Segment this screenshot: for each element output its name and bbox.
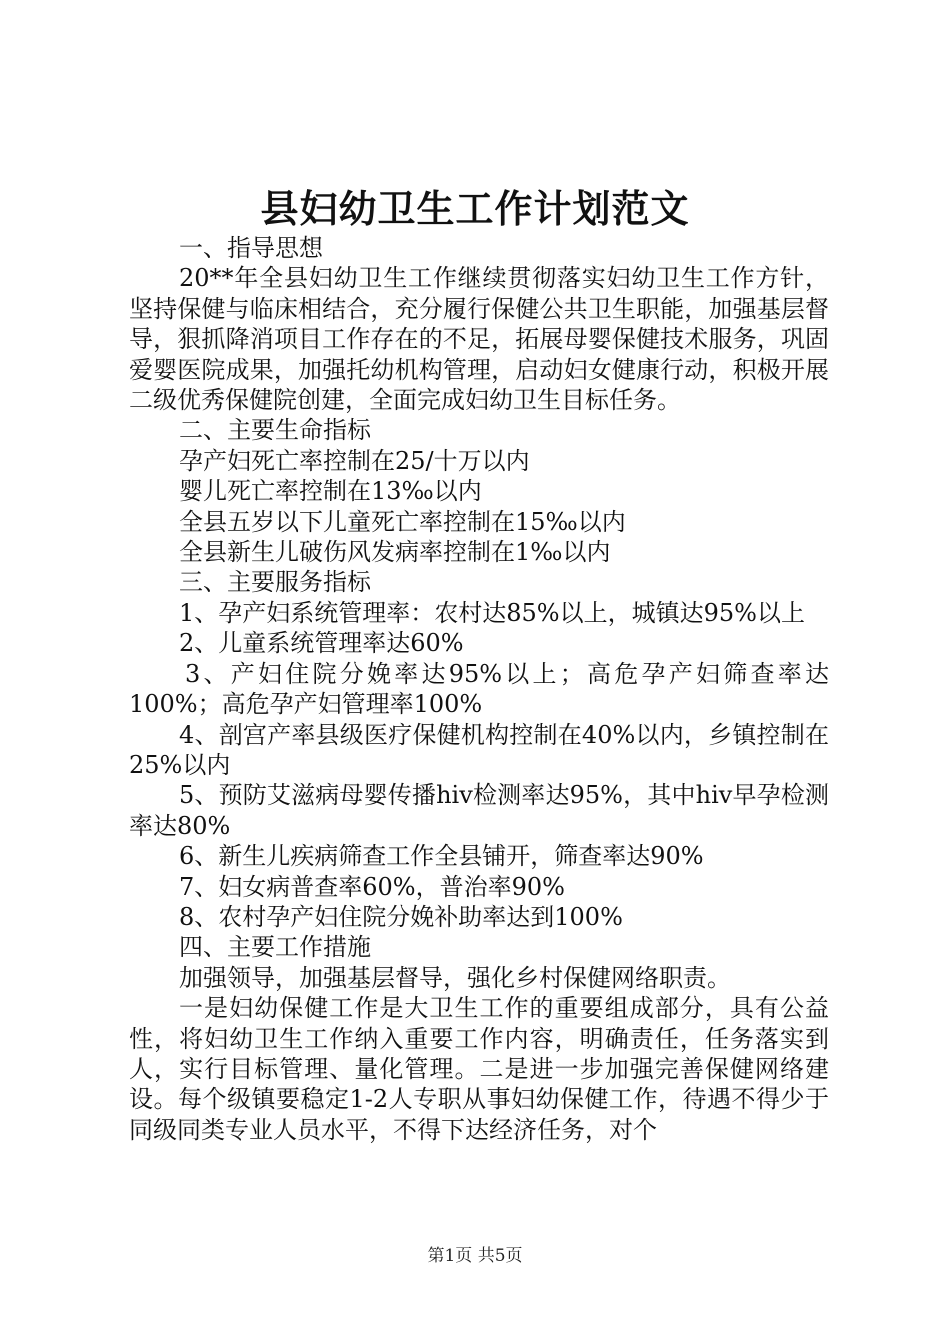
- list-item: 8、农村孕产妇住院分娩补助率达到100%: [179, 902, 623, 931]
- list-item: 孕产妇死亡率控制在25/十万以内: [179, 446, 530, 475]
- list-item: 3、产妇住院分娩率达95%以上；高危孕产妇筛查率达100%；高危孕产妇管理率100%: [129, 659, 829, 719]
- list-item: 1、孕产妇系统管理率：农村达85%以上，城镇达95%以上: [179, 598, 805, 627]
- section-heading: 二、主要生命指标: [179, 416, 371, 445]
- list-item: 5、预防艾滋病母婴传播hiv检测率达95%，其中hiv早孕检测率达80%: [129, 781, 829, 840]
- document-title: 县妇幼卫生工作计划范文: [260, 186, 690, 231]
- body-paragraph: 加强领导，加强基层督导，强化乡村保健网络职责。: [179, 963, 731, 992]
- list-item: 2、儿童系统管理率达60%: [179, 629, 464, 658]
- body-paragraph: 20**年全县妇幼卫生工作继续贯彻落实妇幼卫生工作方针，坚持保健与临床相结合，充分履行保健公共卫生职能，加强基层督导，狠抓降消项目工作存在的不足，拓展母婴保健技术服务，巩固爱婴医院成果，加强托幼机构管理，启动妇女健康行动，积极开展二级优秀保健院创建，全面完成妇幼卫生目标任务。: [129, 264, 829, 415]
- list-item: 全县新生儿破伤风发病率控制在1‰以内: [179, 538, 611, 567]
- list-item: 4、剖宫产率县级医疗保健机构控制在40%以内，乡镇控制在25%以内: [129, 720, 829, 779]
- document-body: [129, 233, 829, 1145]
- list-item: 6、新生儿疾病筛查工作全县铺开，筛查率达90%: [179, 842, 704, 871]
- list-item: 婴儿死亡率控制在13‰以内: [179, 477, 482, 506]
- section-heading: 一、指导思想: [179, 234, 323, 262]
- list-item: 全县五岁以下儿童死亡率控制在15‰以内: [179, 507, 626, 536]
- page-number: 第1页 共5页: [427, 1246, 523, 1266]
- section-heading: 三、主要服务指标: [179, 568, 371, 597]
- body-paragraph: 一是妇幼保健工作是大卫生工作的重要组成部分，具有公益性，将妇幼卫生工作纳入重要工作内容，明确责任，任务落实到人，实行目标管理、量化管理。二是进一步加强完善保健网络建设。每个级镇要稳定1-2人专职从事妇幼保健工作，待遇不得少于同级同类专业人员水平，不得下达经济任务，对个: [129, 994, 829, 1144]
- section-heading: 四、主要工作措施: [179, 933, 371, 962]
- list-item: 7、妇女病普查率60%，普治率90%: [179, 872, 565, 901]
